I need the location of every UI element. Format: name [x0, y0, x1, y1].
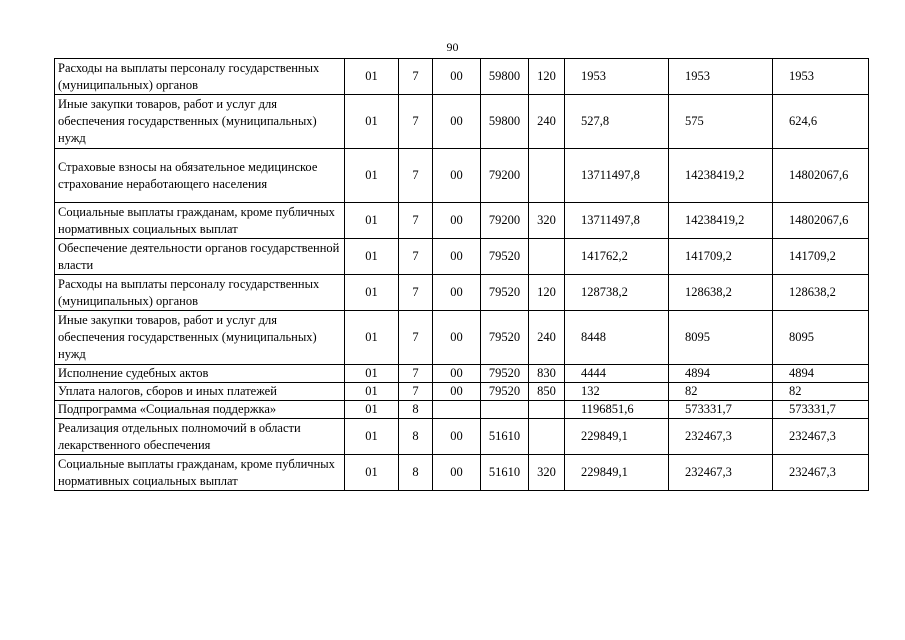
amount-cell-1: 1953: [565, 59, 669, 95]
row-name-cell: Социальные выплаты гражданам, кроме публичных нормативных социальных выплат: [55, 203, 345, 239]
code-cell-5: 850: [529, 383, 565, 401]
code-cell-5: 120: [529, 275, 565, 311]
row-name-cell: Страховые взносы на обязательное медицинское страхование неработающего населения: [55, 149, 345, 203]
code-cell-4: 79520: [481, 275, 529, 311]
code-cell-3: [433, 401, 481, 419]
code-cell-3: 00: [433, 239, 481, 275]
row-name-cell: Уплата налогов, сборов и иных платежей: [55, 383, 345, 401]
row-name-cell: Подпрограмма «Социальная поддержка»: [55, 401, 345, 419]
amount-cell-2: 232467,3: [669, 455, 773, 491]
code-cell-4: 79520: [481, 239, 529, 275]
code-cell-5: 320: [529, 203, 565, 239]
code-cell-4: 79200: [481, 203, 529, 239]
code-cell-4: 79200: [481, 149, 529, 203]
amount-cell-2: 8095: [669, 311, 773, 365]
code-cell-5: 830: [529, 365, 565, 383]
code-cell-1: 01: [345, 239, 399, 275]
code-cell-5: [529, 239, 565, 275]
code-cell-3: 00: [433, 95, 481, 149]
amount-cell-1: 229849,1: [565, 419, 669, 455]
code-cell-5: 320: [529, 455, 565, 491]
code-cell-2: 7: [399, 95, 433, 149]
amount-cell-1: 229849,1: [565, 455, 669, 491]
amount-cell-3: 14802067,6: [773, 149, 869, 203]
code-cell-2: 8: [399, 401, 433, 419]
amount-cell-3: 141709,2: [773, 239, 869, 275]
table-row: [55, 95, 869, 149]
code-cell-2: 8: [399, 455, 433, 491]
code-cell-5: 120: [529, 59, 565, 95]
code-cell-1: 01: [345, 311, 399, 365]
amount-cell-3: 8095: [773, 311, 869, 365]
amount-cell-3: 1953: [773, 59, 869, 95]
code-cell-3: 00: [433, 203, 481, 239]
table-row: [55, 311, 869, 365]
amount-cell-1: 4444: [565, 365, 669, 383]
amount-cell-1: 141762,2: [565, 239, 669, 275]
code-cell-2: 8: [399, 419, 433, 455]
table-row: [55, 59, 869, 95]
table-body: [55, 59, 869, 491]
code-cell-3: 00: [433, 455, 481, 491]
code-cell-5: [529, 419, 565, 455]
code-cell-1: 01: [345, 95, 399, 149]
code-cell-3: 00: [433, 275, 481, 311]
code-cell-2: 7: [399, 383, 433, 401]
table-row: [55, 275, 869, 311]
amount-cell-2: 82: [669, 383, 773, 401]
table-row: [55, 383, 869, 401]
amount-cell-3: 14802067,6: [773, 203, 869, 239]
amount-cell-2: 232467,3: [669, 419, 773, 455]
amount-cell-3: 232467,3: [773, 455, 869, 491]
row-name-cell: Иные закупки товаров, работ и услуг для обеспечения государственных (муниципальных) нужд: [55, 95, 345, 149]
amount-cell-3: 128638,2: [773, 275, 869, 311]
amount-cell-1: 13711497,8: [565, 203, 669, 239]
code-cell-4: [481, 401, 529, 419]
code-cell-5: 240: [529, 95, 565, 149]
code-cell-1: 01: [345, 383, 399, 401]
table-row: [55, 203, 869, 239]
amount-cell-3: 232467,3: [773, 419, 869, 455]
amount-cell-2: 575: [669, 95, 773, 149]
amount-cell-1: 128738,2: [565, 275, 669, 311]
code-cell-5: [529, 401, 565, 419]
code-cell-5: [529, 149, 565, 203]
table-row: [55, 455, 869, 491]
row-name-cell: Исполнение судебных актов: [55, 365, 345, 383]
table-row: [55, 149, 869, 203]
row-name-cell: Социальные выплаты гражданам, кроме публичных нормативных социальных выплат: [55, 455, 345, 491]
code-cell-1: 01: [345, 275, 399, 311]
code-cell-1: 01: [345, 149, 399, 203]
code-cell-2: 7: [399, 59, 433, 95]
code-cell-2: 7: [399, 311, 433, 365]
amount-cell-2: 128638,2: [669, 275, 773, 311]
amount-cell-2: 14238419,2: [669, 149, 773, 203]
code-cell-2: 7: [399, 203, 433, 239]
code-cell-2: 7: [399, 149, 433, 203]
amount-cell-1: 13711497,8: [565, 149, 669, 203]
amount-cell-3: 82: [773, 383, 869, 401]
amount-cell-3: 573331,7: [773, 401, 869, 419]
code-cell-4: 51610: [481, 419, 529, 455]
code-cell-4: 51610: [481, 455, 529, 491]
row-name-cell: Расходы на выплаты персоналу государственных (муниципальных) органов: [55, 275, 345, 311]
amount-cell-1: 132: [565, 383, 669, 401]
code-cell-1: 01: [345, 455, 399, 491]
amount-cell-2: 573331,7: [669, 401, 773, 419]
code-cell-4: 79520: [481, 311, 529, 365]
code-cell-1: 01: [345, 419, 399, 455]
page-number: 90: [446, 40, 459, 54]
amount-cell-2: 141709,2: [669, 239, 773, 275]
row-name-cell: Расходы на выплаты персоналу государственных (муниципальных) органов: [55, 59, 345, 95]
table-row: [55, 419, 869, 455]
code-cell-2: 7: [399, 275, 433, 311]
code-cell-3: 00: [433, 59, 481, 95]
code-cell-2: 7: [399, 239, 433, 275]
code-cell-3: 00: [433, 311, 481, 365]
code-cell-2: 7: [399, 365, 433, 383]
code-cell-4: 59800: [481, 95, 529, 149]
code-cell-1: 01: [345, 365, 399, 383]
row-name-cell: Реализация отдельных полномочий в области лекарственного обеспечения: [55, 419, 345, 455]
code-cell-3: 00: [433, 149, 481, 203]
code-cell-4: 79520: [481, 383, 529, 401]
amount-cell-3: 4894: [773, 365, 869, 383]
code-cell-4: 59800: [481, 59, 529, 95]
code-cell-5: 240: [529, 311, 565, 365]
amount-cell-1: 1196851,6: [565, 401, 669, 419]
code-cell-3: 00: [433, 383, 481, 401]
table-row: [55, 239, 869, 275]
amount-cell-2: 1953: [669, 59, 773, 95]
code-cell-1: 01: [345, 59, 399, 95]
amount-cell-2: 14238419,2: [669, 203, 773, 239]
amount-cell-1: 8448: [565, 311, 669, 365]
budget-table: [54, 58, 869, 491]
code-cell-4: 79520: [481, 365, 529, 383]
table-row: [55, 401, 869, 419]
code-cell-3: 00: [433, 419, 481, 455]
code-cell-1: 01: [345, 203, 399, 239]
amount-cell-2: 4894: [669, 365, 773, 383]
amount-cell-3: 624,6: [773, 95, 869, 149]
code-cell-1: 01: [345, 401, 399, 419]
table-row: [55, 365, 869, 383]
row-name-cell: Обеспечение деятельности органов государственной власти: [55, 239, 345, 275]
amount-cell-1: 527,8: [565, 95, 669, 149]
code-cell-3: 00: [433, 365, 481, 383]
row-name-cell: Иные закупки товаров, работ и услуг для обеспечения государственных (муниципальных) нужд: [55, 311, 345, 365]
